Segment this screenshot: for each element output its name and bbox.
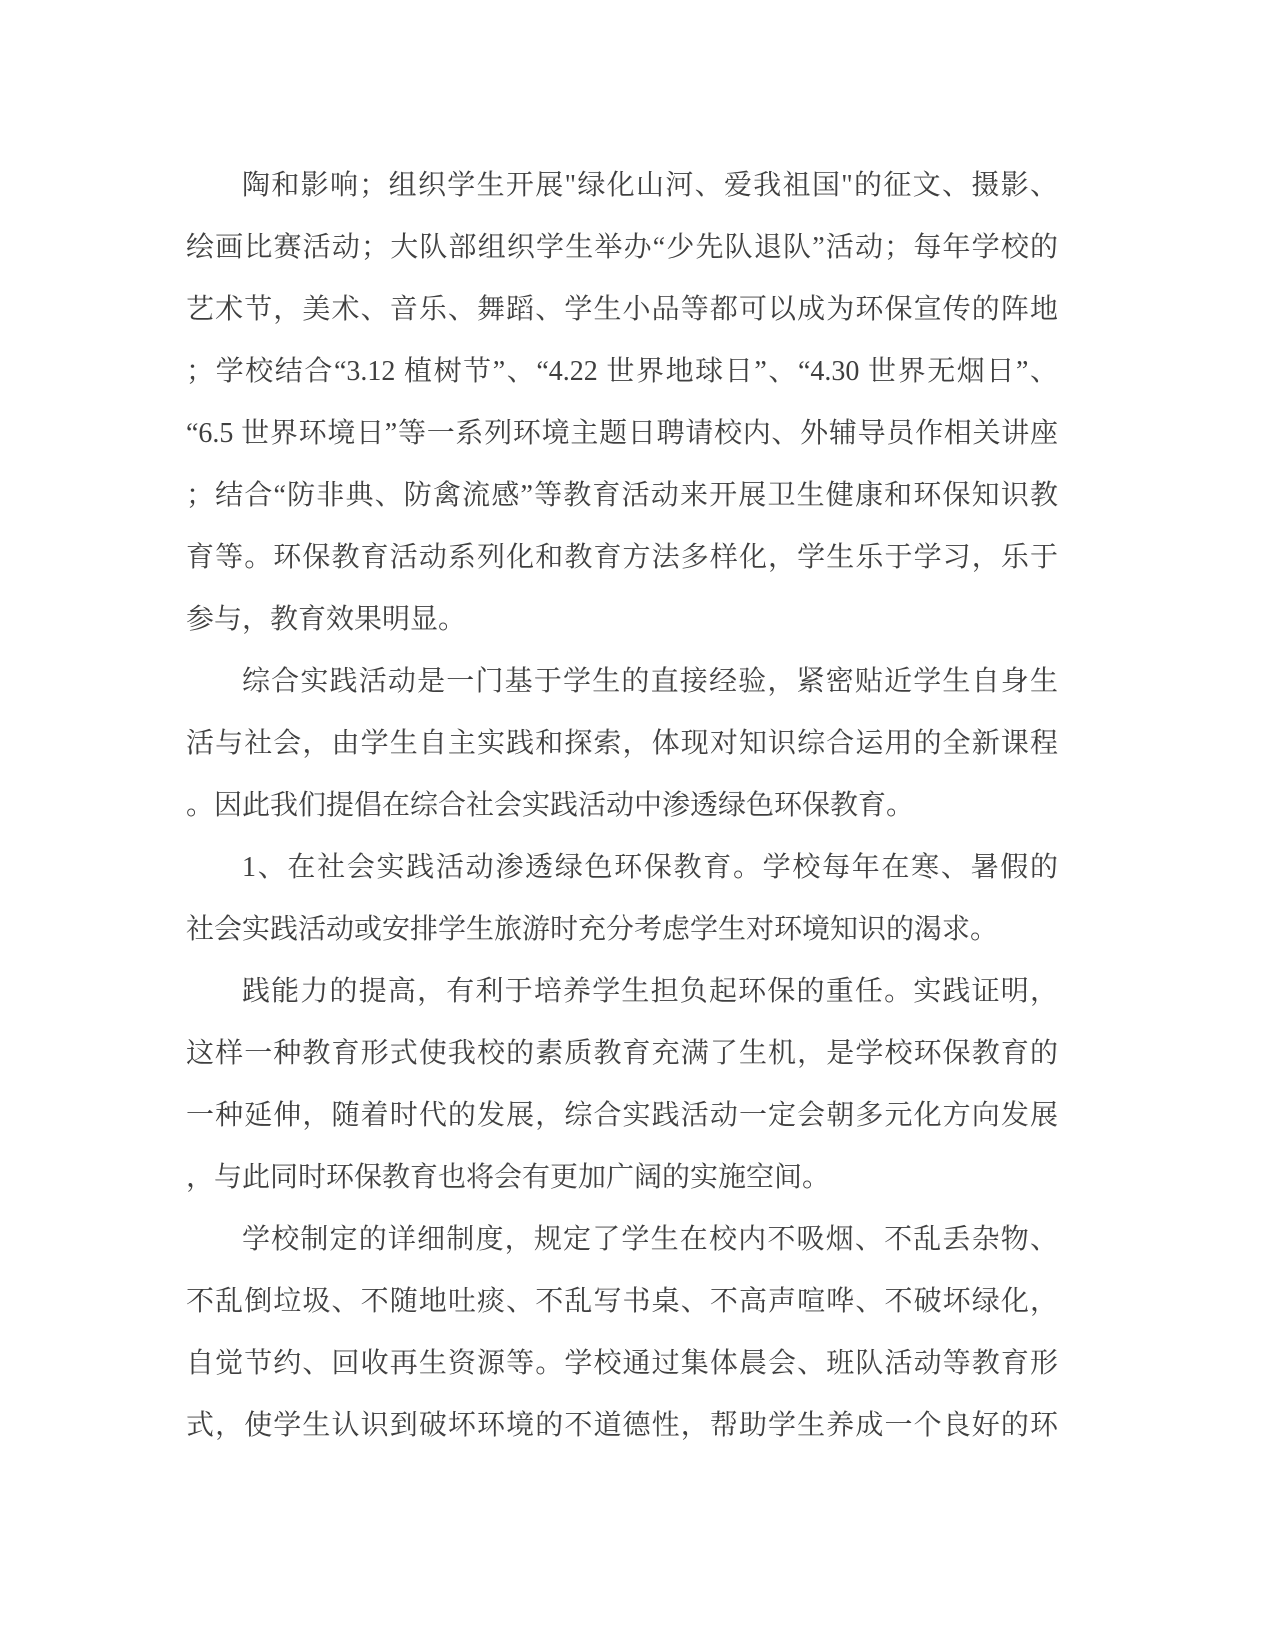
paragraph: [186, 961, 1058, 1209]
text-line: 学校制定的详细制度，规定了学生在校内不吸烟、不乱丢杂物、: [242, 1224, 1058, 1255]
text-line: 。因此我们提倡在综合社会实践活动中渗透绿色环保教育。: [186, 790, 915, 821]
text-line: 活与社会，由学生自主实践和探索，体现对知识综合运用的全新课程: [186, 728, 1058, 759]
text-line: 社会实践活动或安排学生旅游时充分考虑学生对环境知识的渴求。: [186, 914, 999, 945]
paragraph: [186, 1209, 1058, 1457]
text-line: 参与，教育效果明显。: [186, 604, 467, 635]
text-line: 自觉节约、回收再生资源等。学校通过集体晨会、班队活动等教育形: [186, 1348, 1058, 1379]
text-line: 式，使学生认识到破坏环境的不道德性，帮助学生养成一个良好的环: [186, 1410, 1058, 1441]
text-line: 1、在社会实践活动渗透绿色环保教育。学校每年在寒、暑假的: [242, 852, 1058, 883]
paragraph: [186, 651, 1058, 837]
text-line: 不乱倒垃圾、不随地吐痰、不乱写书桌、不高声喧哗、不破坏绿化，: [186, 1286, 1058, 1317]
text-line: 艺术节，美术、音乐、舞蹈、学生小品等都可以成为环保宣传的阵地: [186, 294, 1058, 325]
text-line: 践能力的提高，有利于培养学生担负起环保的重任。实践证明，: [242, 976, 1058, 1007]
paragraph: [186, 155, 1058, 651]
text-line: ；学校结合“3.12 植树节”、“4.22 世界地球日”、“4.30 世界无烟日”、: [186, 356, 1058, 387]
text-line: 这样一种教育形式使我校的素质教育充满了生机，是学校环保教育的: [186, 1038, 1058, 1069]
text-line: 育等。环保教育活动系列化和教育方法多样化，学生乐于学习，乐于: [186, 542, 1058, 573]
text-line: ，与此同时环保教育也将会有更加广阔的实施空间。: [186, 1162, 831, 1193]
text-line: 绘画比赛活动；大队部组织学生举办“少先队退队”活动；每年学校的: [186, 232, 1058, 263]
text-line: 一种延伸，随着时代的发展，综合实践活动一定会朝多元化方向发展: [186, 1100, 1058, 1131]
text-line: 陶和影响；组织学生开展"绿化山河、爱我祖国"的征文、摄影、: [242, 170, 1058, 201]
paragraph: [186, 837, 1058, 961]
text-line: “6.5 世界环境日”等一系列环境主题日聘请校内、外辅导员作相关讲座: [186, 418, 1058, 449]
text-line: 综合实践活动是一门基于学生的直接经验，紧密贴近学生自身生: [242, 666, 1058, 697]
text-block: [186, 155, 1058, 1457]
text-line: ；结合“防非典、防禽流感”等教育活动来开展卫生健康和环保知识教: [186, 480, 1058, 511]
